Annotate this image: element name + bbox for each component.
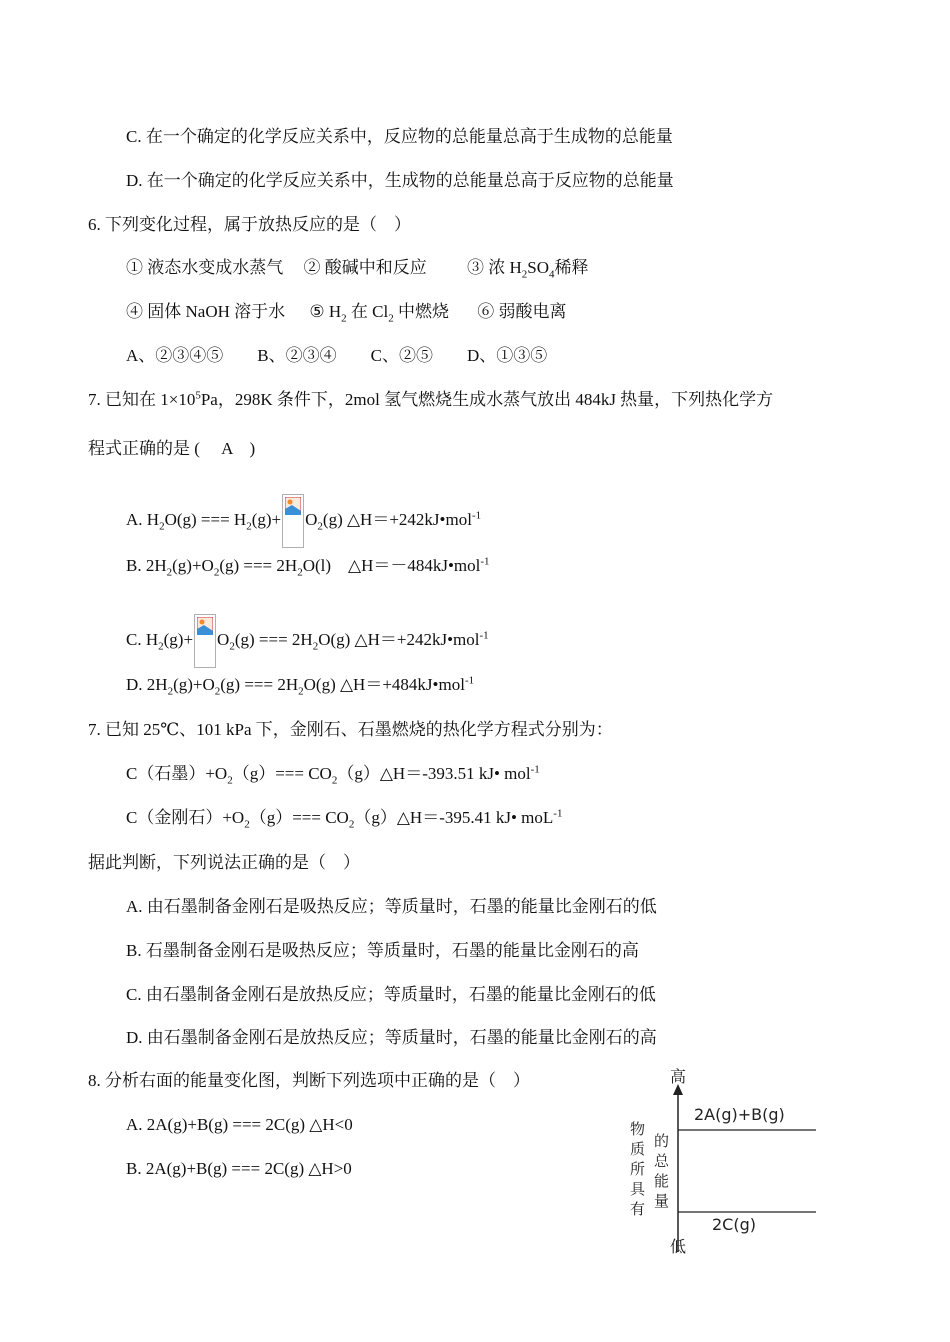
equation-graphite: C（石墨）$+O_2(g)===$ $CO_2(g)\triangle H=-393.51$ kJ• mol$^{-1}$ [126, 763, 540, 787]
question-7a-line2: 程式正确的是 ( A ) [88, 439, 256, 458]
q6-options-row1 [126, 257, 589, 279]
axis-title-char: 量 [654, 1192, 670, 1210]
q8-option-b: B. 2A(g)+B(g) === 2C(g) △H>0 [126, 1159, 352, 1178]
broken-image-icon [282, 494, 304, 548]
q7a-option-a: A. $H_2O(g)$ === $H_2(g)+$ $O_2(g)$ △H＝+242kJ•mol$^{-1}$ [126, 494, 481, 548]
option-d-line: D. 在一个确定的化学反应关系中，生成物的总能量总高于反应物的总能量 [126, 171, 674, 190]
axis-high-label: 高 [670, 1067, 687, 1086]
axis-title-char: 有 [630, 1200, 646, 1218]
axis-title-char: 总 [654, 1152, 670, 1170]
question-7b: 7. 已知 25℃、101 kPa 下，金刚石、石墨燃烧的热化学方程式分别为： [88, 720, 613, 739]
axis-low-label: 低 [670, 1237, 687, 1256]
q6-choices: A、②③④⑤ B、②③④ C、②⑤ D、①③⑤ [126, 346, 548, 365]
axis-title-char: 的 [654, 1132, 670, 1150]
question-8: 8. 分析右面的能量变化图，判断下列选项中正确的是（ ） [88, 1071, 530, 1090]
product-level-label: 2C(g) [712, 1215, 756, 1234]
q7a-option-c: C. $H_2(g)+$ $O_2(g)$ === $2H_2O(g)$ △H＝+242kJ•mol$^{-1}$ [126, 614, 489, 668]
option-c-line: C. 在一个确定的化学反应关系中，反应物的总能量总高于生成物的总能量 [126, 127, 673, 146]
q6-option-4: ④ 固体 NaOH 溶于水 [126, 302, 286, 321]
judge-option-c: C. 由石墨制备金刚石是放热反应；等质量时，石墨的能量比金刚石的低 [126, 985, 656, 1004]
energy-diagram [620, 1062, 830, 1257]
judge-option-d: D. 由石墨制备金刚石是放热反应；等质量时，石墨的能量比金刚石的高 [126, 1028, 657, 1047]
axis-title-char: 质 [630, 1140, 646, 1158]
q7a-option-d: D. $2H_2(g)+O_2(g)$ === $2H_2O(g)$ △H＝+484kJ•mol$^{-1}$ [126, 674, 475, 698]
reactant-level-label: 2A(g)+B(g) [694, 1105, 785, 1124]
q6-options-row2 [126, 301, 566, 323]
q6-option-5: ⑤ $H_2$ 在 $Cl_2$ 中燃烧 [309, 302, 449, 325]
broken-image-icon [194, 614, 216, 668]
axis-title-char: 所 [630, 1160, 646, 1178]
axis-title-char: 物 [630, 1120, 646, 1138]
equation-diamond: C（金刚石）$+O_2(g)===$ $CO_2(g)\triangle H=-395.41$ kJ• moL$^{-1}$ [126, 807, 563, 831]
axis-title-col2 [654, 1132, 670, 1210]
question-6: 6. 下列变化过程，属于放热反应的是（ ） [88, 215, 411, 234]
q7a-option-b: B. $2H_2(g)+O_2(g)$ === $2H_2O(l)$ △H＝－484kJ•mol$^{-1}$ [126, 555, 490, 579]
question-7a-line1: 7. 已知在 $1\times 10^5Pa$，298K 条件下，2mol 氢气燃烧生成水蒸气放出 484kJ 热量，下列热化学方 [88, 389, 774, 409]
q6-option-2: ② 酸碱中和反应 [303, 258, 427, 277]
q8-option-a: A. 2A(g)+B(g) === 2C(g) △H<0 [126, 1115, 353, 1134]
judge-option-a: A. 由石墨制备金刚石是吸热反应；等质量时，石墨的能量比金刚石的低 [126, 897, 657, 916]
axis-title-char: 能 [654, 1172, 670, 1190]
judge-prompt: 据此判断，下列说法正确的是（ ） [88, 853, 360, 872]
q6-option-3: ③ 浓 $H_2SO_4$稀释 [467, 258, 589, 281]
q6-option-6: ⑥ 弱酸电离 [477, 302, 567, 321]
q6-option-1: ① 液态水变成水蒸气 [126, 258, 284, 277]
axis-title-char: 具 [630, 1180, 646, 1198]
judge-option-b: B. 石墨制备金刚石是吸热反应；等质量时，石墨的能量比金刚石的高 [126, 941, 639, 960]
axis-title-col1 [630, 1120, 646, 1218]
